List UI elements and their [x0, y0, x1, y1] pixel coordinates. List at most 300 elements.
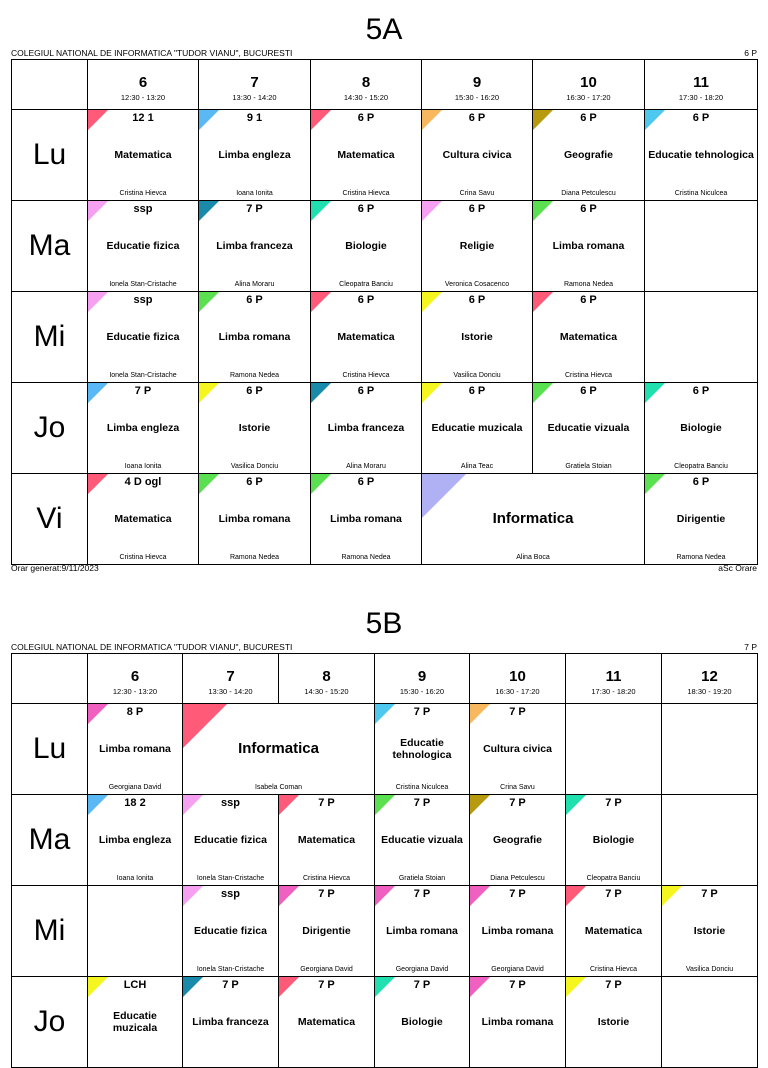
- lesson-cell[interactable]: [199, 110, 311, 201]
- lesson-teacher: Ionela Stan-Cristache: [196, 875, 265, 882]
- lesson-subject: [185, 977, 276, 1067]
- period-time: 15:30 - 16:20: [454, 93, 500, 102]
- lesson-subject: [424, 201, 530, 291]
- lesson-cell[interactable]: [311, 383, 422, 474]
- lesson-teacher: Ramona Nedea: [341, 554, 391, 561]
- lesson-teacher: Vasilica Donciu: [453, 372, 501, 379]
- period-time: 18:30 - 19:20: [687, 687, 732, 696]
- lesson-room: 7 P: [605, 888, 622, 900]
- lesson-subject-text: Cultura civica: [442, 149, 512, 161]
- lesson-cell[interactable]: [88, 201, 199, 292]
- lesson-teacher: Crina Savu: [500, 784, 535, 791]
- lesson-subject: [313, 201, 419, 291]
- lesson-teacher: Cristina Hievca: [564, 372, 613, 379]
- lesson-cell[interactable]: [88, 704, 183, 795]
- period-header: [533, 60, 645, 110]
- lesson-room: 6 P: [246, 476, 263, 488]
- lesson-cell[interactable]: [422, 474, 645, 565]
- lesson-room: ssp: [133, 203, 153, 215]
- period-time: 14:30 - 15:20: [304, 687, 349, 696]
- lesson-room: 4 D ogl: [124, 476, 162, 488]
- lesson-cell[interactable]: [183, 977, 279, 1068]
- lesson-subject-text: Educatie vizuala: [547, 422, 630, 434]
- lesson-room: ssp: [221, 797, 240, 809]
- lesson-teacher: Diana Petculescu: [490, 875, 545, 882]
- lesson-teacher: Cristina Hievca: [342, 190, 390, 197]
- period-header: [375, 654, 470, 704]
- lesson-teacher: Cleopatra Banciu: [674, 463, 728, 470]
- lesson-subject-text: Limba engleza: [98, 834, 172, 846]
- lesson-cell[interactable]: [422, 292, 533, 383]
- lesson-subject-text: Biologie: [680, 422, 722, 434]
- lesson-room: 6 P: [357, 385, 375, 397]
- lesson-room: 7 P: [413, 797, 431, 809]
- lesson-room: 7 P: [413, 706, 431, 718]
- lesson-room: 6 P: [357, 476, 375, 488]
- lesson-subject-text: Matematica: [297, 1016, 356, 1028]
- lesson-subject: [568, 795, 659, 885]
- lesson-teacher: Ramona Nedea: [676, 554, 726, 561]
- lesson-subject: [201, 110, 308, 200]
- lesson-subject-text: Matematica: [337, 149, 395, 161]
- period-header: [199, 60, 311, 110]
- empty-cell: [88, 886, 183, 977]
- lesson-subject: [281, 886, 372, 976]
- lesson-subject: [313, 383, 419, 473]
- lesson-subject: [664, 886, 755, 976]
- lesson-teacher: Cristina Hievca: [302, 875, 351, 882]
- lesson-teacher: Cristina Niculcea: [395, 784, 449, 791]
- lesson-subject-text: Limba franceza: [192, 1016, 269, 1028]
- lesson-cell[interactable]: [88, 474, 199, 565]
- school-name: COLEGIUL NATIONAL DE INFORMATICA "TUDOR VIANU", BUCURESTI: [11, 642, 293, 652]
- lesson-subject: [377, 886, 467, 976]
- lesson-cell[interactable]: [88, 795, 183, 886]
- lesson-subject: [90, 383, 196, 473]
- lesson-subject-text: Dirigentie: [676, 513, 726, 525]
- lesson-teacher: Cristina Hievca: [119, 190, 167, 197]
- timetable-grid: [11, 653, 758, 1068]
- lesson-cell[interactable]: [199, 292, 311, 383]
- period-number: 11: [693, 74, 709, 91]
- lesson-cell[interactable]: [422, 383, 533, 474]
- corner-cell: [12, 60, 88, 110]
- lesson-subject-text: Educatie fizica: [106, 240, 180, 252]
- day-label: Ma: [12, 795, 88, 886]
- lesson-cell[interactable]: [422, 201, 533, 292]
- lesson-room: 7 P: [509, 888, 526, 900]
- lesson-room: 6 P: [357, 203, 375, 215]
- lesson-teacher: Ramona Nedea: [563, 281, 614, 288]
- lesson-cell[interactable]: [88, 110, 199, 201]
- lesson-room: 6 P: [246, 294, 263, 306]
- lesson-subject-text: Informatica: [492, 510, 574, 527]
- lesson-room: 6 P: [580, 294, 597, 306]
- lesson-subject-text: Limba romana: [99, 743, 171, 755]
- lesson-cell[interactable]: [375, 977, 470, 1068]
- period-header: [470, 654, 566, 704]
- lesson-cell[interactable]: [88, 292, 199, 383]
- lesson-cell[interactable]: [311, 474, 422, 565]
- lesson-teacher: Cristina Hievca: [342, 372, 390, 379]
- lesson-subject: [647, 110, 755, 200]
- lesson-subject-text: Istorie: [238, 422, 271, 434]
- lesson-subject: [201, 474, 308, 564]
- lesson-subject: [90, 474, 196, 564]
- day-label: Lu: [12, 110, 88, 201]
- lesson-subject: [90, 977, 180, 1067]
- lesson-subject: [185, 795, 276, 885]
- lesson-room: 6 P: [468, 385, 486, 397]
- lesson-room: 6 P: [580, 385, 597, 397]
- period-number: 9: [472, 74, 482, 91]
- lesson-subject-text: Educatie fizica: [106, 331, 180, 343]
- lesson-subject: [535, 383, 642, 473]
- lesson-subject: [424, 474, 642, 564]
- period-number: 9: [417, 668, 427, 685]
- lesson-room: 6 P: [468, 112, 486, 124]
- lesson-cell[interactable]: [533, 383, 645, 474]
- day-label: Jo: [12, 977, 88, 1068]
- lesson-subject-text: Matematica: [584, 925, 643, 937]
- lesson-cell[interactable]: [88, 383, 199, 474]
- lesson-room: 6 P: [580, 112, 597, 124]
- timetable-grid: [11, 59, 758, 565]
- lesson-cell[interactable]: [311, 110, 422, 201]
- lesson-subject: [472, 704, 563, 794]
- period-number: 10: [509, 668, 526, 685]
- lesson-subject: [90, 110, 196, 200]
- lesson-subject: [472, 977, 563, 1067]
- lesson-subject-text: Istorie: [461, 331, 493, 343]
- lesson-subject: [90, 795, 180, 885]
- lesson-room: 7 P: [222, 979, 239, 991]
- lesson-teacher: Cristina Hievca: [589, 966, 638, 973]
- period-time: 17:30 - 18:20: [591, 687, 636, 696]
- lesson-teacher: Cristina Hievca: [119, 554, 167, 561]
- lesson-subject-text: Limba franceza: [216, 240, 293, 252]
- lesson-cell[interactable]: [645, 383, 758, 474]
- lesson-subject-text: Limba romana: [481, 1016, 554, 1028]
- lesson-teacher: Cleopatra Banciu: [339, 281, 393, 288]
- day-label: Ma: [12, 201, 88, 292]
- period-time: 16:30 - 17:20: [566, 93, 611, 102]
- lesson-subject-text: Cultura civica: [483, 743, 552, 755]
- lesson-cell[interactable]: [199, 383, 311, 474]
- lesson-subject: [185, 886, 276, 976]
- lesson-subject: [377, 704, 467, 794]
- lesson-cell[interactable]: [311, 201, 422, 292]
- lesson-subject: [90, 704, 180, 794]
- lesson-cell[interactable]: [566, 977, 662, 1068]
- lesson-subject-text: Limba romana: [552, 240, 625, 252]
- lesson-room: 12 1: [132, 112, 154, 124]
- lesson-cell[interactable]: [662, 886, 758, 977]
- lesson-room: 9 1: [246, 112, 263, 124]
- lesson-subject-text: Matematica: [114, 513, 172, 525]
- lesson-cell[interactable]: [470, 795, 566, 886]
- lesson-subject: [647, 474, 755, 564]
- lesson-room: 6 P: [246, 385, 263, 397]
- lesson-cell[interactable]: [533, 110, 645, 201]
- lesson-cell[interactable]: [311, 292, 422, 383]
- lesson-teacher: Ionela Stan-Cristache: [196, 966, 265, 973]
- lesson-teacher: Crina Savu: [459, 190, 495, 197]
- lesson-cell[interactable]: [645, 474, 758, 565]
- lesson-subject-text: Matematica: [297, 834, 356, 846]
- period-time: 13:30 - 14:20: [208, 687, 253, 696]
- lesson-room: 6 P: [580, 203, 597, 215]
- empty-cell: [662, 795, 758, 886]
- empty-cell: [662, 977, 758, 1068]
- lesson-teacher: Gratiela Stoian: [565, 463, 612, 470]
- lesson-subject: [535, 292, 642, 382]
- lesson-teacher: Alina Boca: [516, 554, 550, 561]
- empty-cell: [645, 292, 758, 383]
- lesson-teacher: Cristina Niculcea: [674, 190, 728, 197]
- class-title: 5A: [365, 13, 403, 46]
- lesson-subject-text: Geografie: [563, 149, 613, 161]
- lesson-teacher: Veronica Cosacenco: [444, 281, 510, 288]
- lesson-subject-text: Geografie: [492, 834, 542, 846]
- lesson-subject-text: Educatie fizica: [194, 925, 267, 937]
- lesson-cell[interactable]: [645, 110, 758, 201]
- lesson-teacher: Vasilica Donciu: [230, 463, 279, 470]
- lesson-subject-text: Limba engleza: [106, 422, 180, 434]
- lesson-subject-text: Limba romana: [386, 925, 458, 937]
- lesson-teacher: Ramona Nedea: [229, 372, 280, 379]
- lesson-teacher: Ioana Ionita: [236, 190, 273, 197]
- period-header: [183, 654, 279, 704]
- lesson-cell[interactable]: [566, 886, 662, 977]
- period-number: 8: [322, 668, 331, 685]
- lesson-teacher: Vasilica Donciu: [685, 966, 734, 973]
- lesson-subject-text: Limba franceza: [327, 422, 405, 434]
- lesson-room: 6 P: [357, 112, 375, 124]
- period-number: 12: [701, 668, 718, 685]
- lesson-cell[interactable]: [375, 795, 470, 886]
- lesson-cell[interactable]: [279, 795, 375, 886]
- period-number: 7: [250, 74, 259, 91]
- lesson-teacher: Georgiana David: [491, 966, 544, 973]
- lesson-room: 6 P: [468, 294, 486, 306]
- lesson-subject: [185, 704, 372, 794]
- lesson-room: 7 P: [701, 888, 718, 900]
- lesson-room: 18 2: [124, 797, 146, 809]
- lesson-cell[interactable]: [183, 795, 279, 886]
- lesson-subject: [90, 292, 196, 382]
- lesson-subject: [472, 886, 563, 976]
- period-header: [88, 60, 199, 110]
- lesson-room: 6 P: [357, 294, 375, 306]
- period-number: 6: [130, 668, 140, 685]
- lesson-subject-text: Religie: [459, 240, 495, 252]
- lesson-subject: [281, 977, 372, 1067]
- lesson-room: 7 P: [509, 797, 526, 809]
- lesson-cell[interactable]: [183, 886, 279, 977]
- lesson-room: 7 P: [509, 706, 526, 718]
- lesson-subject: [313, 474, 419, 564]
- lesson-room: 7 P: [509, 979, 526, 991]
- lesson-cell[interactable]: [183, 704, 375, 795]
- day-label: Mi: [12, 292, 88, 383]
- empty-cell: [645, 201, 758, 292]
- lesson-subject-text: Educatie muzicala: [431, 422, 523, 434]
- lesson-subject-text: Dirigentie: [302, 925, 351, 937]
- lesson-subject: [535, 201, 642, 291]
- period-time: 12:30 - 13:20: [120, 93, 166, 102]
- lesson-teacher: Ramona Nedea: [229, 554, 280, 561]
- lesson-subject: [424, 292, 530, 382]
- lesson-subject-text: Matematica: [559, 331, 618, 343]
- class-title: 5B: [365, 607, 403, 640]
- lesson-teacher: Ioana Ionita: [124, 463, 162, 470]
- lesson-subject-text: Limba romana: [218, 513, 291, 525]
- lesson-room: 6 P: [692, 476, 710, 488]
- lesson-room: 7 P: [413, 888, 431, 900]
- lesson-teacher: Cleopatra Banciu: [586, 875, 641, 882]
- period-header: [279, 654, 375, 704]
- lesson-subject: [313, 110, 419, 200]
- lesson-cell[interactable]: [422, 110, 533, 201]
- lesson-teacher: Ioana Ionita: [116, 875, 154, 882]
- period-header: [645, 60, 758, 110]
- lesson-teacher: Alina Moraru: [234, 281, 275, 288]
- lesson-subject-text: Matematica: [337, 331, 395, 343]
- lesson-subject: [201, 383, 308, 473]
- lesson-teacher: Gratiela Stoian: [398, 875, 446, 882]
- period-time: 17:30 - 18:20: [678, 93, 724, 102]
- lesson-subject: [535, 110, 642, 200]
- lesson-cell[interactable]: [566, 795, 662, 886]
- lesson-subject-text: Biologie: [592, 834, 635, 846]
- lesson-room: 7 P: [413, 979, 431, 991]
- lesson-room: 6 P: [692, 385, 710, 397]
- school-name: COLEGIUL NATIONAL DE INFORMATICA "TUDOR VIANU", BUCURESTI: [11, 48, 293, 58]
- lesson-room: LCH: [123, 979, 147, 991]
- lesson-room: 7 P: [605, 797, 622, 809]
- lesson-room: 7 P: [605, 979, 622, 991]
- lesson-subject: [281, 795, 372, 885]
- lesson-subject-text: Educatie tehnologica: [392, 737, 452, 761]
- lesson-cell[interactable]: [470, 704, 566, 795]
- period-time: 13:30 - 14:20: [232, 93, 277, 102]
- lesson-subject: [201, 201, 308, 291]
- lesson-room: ssp: [133, 294, 153, 306]
- lesson-teacher: Georgiana David: [108, 784, 162, 791]
- lesson-room: 7 P: [246, 203, 263, 215]
- lesson-subject-text: Limba romana: [481, 925, 554, 937]
- lesson-room: 7 P: [134, 385, 152, 397]
- lesson-cell[interactable]: [279, 977, 375, 1068]
- lesson-teacher: Ionela Stan-Cristache: [109, 372, 177, 379]
- lesson-subject-text: Limba engleza: [218, 149, 291, 161]
- lesson-cell[interactable]: [470, 886, 566, 977]
- lesson-cell[interactable]: [279, 886, 375, 977]
- lesson-subject: [377, 795, 467, 885]
- lesson-subject-text: Biologie: [345, 240, 387, 252]
- lesson-subject: [424, 110, 530, 200]
- lesson-subject-text: Limba romana: [330, 513, 402, 525]
- lesson-cell[interactable]: [199, 474, 311, 565]
- lesson-subject: [90, 201, 196, 291]
- empty-cell: [566, 704, 662, 795]
- lesson-teacher: Georgiana David: [395, 966, 449, 973]
- lesson-subject-text: Educatie muzicala: [112, 1010, 158, 1034]
- empty-cell: [662, 704, 758, 795]
- lesson-subject: [472, 795, 563, 885]
- room-code: 7 P: [744, 642, 757, 652]
- lesson-room: 7 P: [318, 888, 335, 900]
- day-label: Vi: [12, 474, 88, 565]
- period-time: 12:30 - 13:20: [112, 687, 158, 696]
- lesson-teacher: Diana Petculescu: [561, 190, 616, 197]
- lesson-cell[interactable]: [88, 977, 183, 1068]
- lesson-subject: [568, 886, 659, 976]
- period-number: 7: [226, 668, 235, 685]
- lesson-teacher: Georgiana David: [300, 966, 353, 973]
- lesson-subject: [647, 383, 755, 473]
- lesson-cell[interactable]: [470, 977, 566, 1068]
- lesson-teacher: Ionela Stan-Cristache: [109, 281, 177, 288]
- lesson-subject: [313, 292, 419, 382]
- lesson-subject-text: Informatica: [238, 740, 319, 757]
- period-time: 14:30 - 15:20: [343, 93, 389, 102]
- lesson-subject: [201, 292, 308, 382]
- lesson-subject-text: Matematica: [114, 149, 172, 161]
- lesson-subject-text: Educatie tehnologica: [648, 149, 754, 161]
- lesson-room: 6 P: [468, 203, 486, 215]
- period-header: [311, 60, 422, 110]
- period-number: 8: [361, 74, 371, 91]
- period-time: 15:30 - 16:20: [399, 687, 445, 696]
- period-number: 11: [605, 668, 622, 685]
- lesson-subject: [424, 383, 530, 473]
- period-header: [662, 654, 758, 704]
- period-number: 10: [580, 74, 597, 91]
- lesson-subject: [568, 977, 659, 1067]
- period-number: 6: [138, 74, 148, 91]
- footer-generated: Orar generat:9/11/2023: [11, 563, 99, 573]
- corner-cell: [12, 654, 88, 704]
- lesson-cell[interactable]: [375, 704, 470, 795]
- lesson-room: 7 P: [318, 979, 335, 991]
- day-label: Jo: [12, 383, 88, 474]
- period-header: [422, 60, 533, 110]
- lesson-room: 8 P: [126, 706, 144, 718]
- lesson-subject-text: Istorie: [693, 925, 726, 937]
- lesson-cell[interactable]: [533, 292, 645, 383]
- lesson-room: 6 P: [692, 112, 710, 124]
- footer-software: aSc Orare: [718, 563, 757, 573]
- lesson-subject-text: Biologie: [401, 1016, 443, 1028]
- lesson-subject-text: Educatie vizuala: [381, 834, 463, 846]
- day-label: Mi: [12, 886, 88, 977]
- room-code: 6 P: [744, 48, 757, 58]
- lesson-teacher: Alina Teac: [460, 463, 494, 470]
- lesson-teacher: Alina Moraru: [346, 463, 386, 470]
- lesson-cell[interactable]: [199, 201, 311, 292]
- lesson-subject: [377, 977, 467, 1067]
- lesson-room: ssp: [221, 888, 240, 900]
- period-time: 16:30 - 17:20: [495, 687, 540, 696]
- lesson-cell[interactable]: [375, 886, 470, 977]
- period-header: [566, 654, 662, 704]
- lesson-cell[interactable]: [533, 201, 645, 292]
- lesson-room: 7 P: [318, 797, 335, 809]
- day-label: Lu: [12, 704, 88, 795]
- lesson-subject-text: Limba romana: [218, 331, 291, 343]
